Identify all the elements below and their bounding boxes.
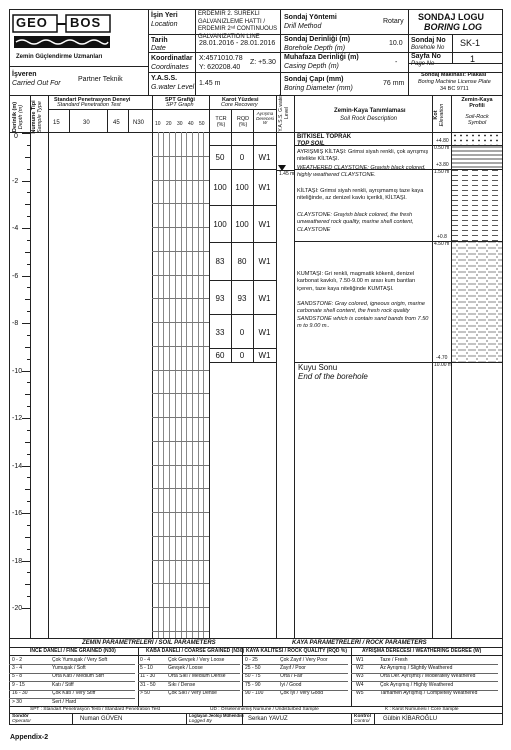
depth-tick-mark: [22, 276, 30, 277]
legend-row-divider: [138, 664, 240, 665]
sample-column-header: Numune Tipi Sample Type: [31, 100, 43, 134]
core-run-3-rqd: 100: [235, 220, 249, 229]
operator-name: Numan GÜVEN: [80, 716, 123, 722]
depth-tick-mark: [27, 525, 30, 526]
depth-tick-mark: [22, 323, 30, 324]
spt-header-en: Standard Penetration Test: [57, 102, 121, 108]
depth-tick-mark: [25, 204, 30, 205]
borehole-no-label-en: Borehole No: [411, 45, 445, 51]
page-no-label: Sayfa No: [411, 53, 441, 60]
gwl-label-en: G.water Level: [151, 84, 195, 91]
operator-label-en: Operator: [12, 719, 31, 724]
weathering-row-class: Orta Der. Ayrışmış / Moderately Weathered: [380, 673, 476, 680]
spt-graph-header-en: SPT Graph: [166, 102, 194, 108]
coarse-grained-head: KABA DANELİ / COARSE GRAINED (N30): [146, 648, 245, 654]
depth-tick-mark: [27, 454, 30, 455]
fine-grained-row-class: Katı / Stiff: [52, 681, 74, 688]
spt-grid-row: [152, 203, 209, 204]
layer-topsoil-tr: BİTKİSEL TOPRAK: [297, 134, 352, 140]
depth-tick-mark: [25, 157, 30, 158]
core-run-4-tcr: 83: [215, 257, 225, 266]
spt-col-15: 15: [53, 120, 60, 126]
depth-tick-mark: [25, 252, 30, 253]
core-run-7-tcr: 60: [215, 351, 225, 360]
core-header: Karot Yüzdesi: [222, 97, 259, 103]
diameter-value: 76 mm: [383, 80, 405, 87]
footnote-ud: UD : Örselenmemiş Numune / Undisturbed Sample: [210, 707, 319, 712]
soil-parameters-title: ZEMİN PARAMETRELERİ / SOIL PARAMETERS: [82, 640, 216, 646]
coord-x: X:4571010.78: [199, 55, 243, 62]
control-label: Kontrol: [354, 714, 372, 719]
legend-row-divider: [9, 690, 135, 691]
layer-topsoil-en: TOP SOIL: [297, 141, 325, 147]
spt-grid-row: [152, 156, 209, 157]
client-value: Partner Teknik: [78, 76, 123, 83]
borehole-no-value: SK-1: [460, 38, 481, 48]
spt-grid-row: [152, 583, 209, 584]
rock-quality-row-class: Çok İyi / Very Good: [280, 690, 324, 697]
groundwater-level-label: 1.45 m: [279, 171, 295, 177]
depth-tick-mark: [27, 359, 30, 360]
depth-tick-mark: [27, 572, 30, 573]
legend-row-divider: [242, 681, 348, 682]
logged-by-label-en: Logged By: [189, 719, 212, 724]
spt-grid-line: [163, 132, 164, 638]
borehole-end-tr: Kuyu Sonu: [298, 363, 338, 372]
fine-grained-row-class: Çok Yumuşak / Very Soft: [52, 656, 108, 663]
layer-weathered-claystone-tr: AYRIŞMIŞ KİLTAŞI: Grimsi siyah renkli, çok ayrışmış nitelikte KİLTAŞI.: [297, 149, 429, 163]
core-run-2-w: W1: [258, 183, 271, 192]
coarse-grained-row-range: 31 - 50: [140, 681, 156, 688]
fine-grained-row-range: 0 - 2: [12, 656, 23, 663]
appendix-label: Appendix-2: [10, 734, 49, 741]
core-run-4-w: W1: [258, 257, 271, 266]
spt-grid-line: [198, 132, 199, 638]
spt-graph-header: SPT Grafiği: [165, 97, 195, 103]
operator-label: Sondör: [12, 714, 29, 719]
spt-grid-row: [152, 417, 209, 418]
legend-row-divider: [351, 690, 498, 691]
spt-grid-row: [152, 536, 209, 537]
spt-grid-row: [152, 227, 209, 228]
depth-tick-mark: [27, 335, 30, 336]
coarse-grained-row-range: 11 - 30: [140, 673, 156, 680]
depth-tick-mark: [27, 549, 30, 550]
depth-tick-mark: [27, 192, 30, 193]
spt-grid-row: [152, 512, 209, 513]
fine-grained-row-class: Çok Katı / Very Stiff: [52, 690, 96, 697]
spt-grid-line: [203, 132, 204, 638]
core-run-6-w: W1: [258, 328, 271, 337]
gwl-value: 1.45 m: [199, 80, 221, 87]
layer-sandstone-en: SANDSTONE: Gray colored, igneous origin, marine carbonate shell content, the fresh rock quality SANDSTONE which is contain sand bands from 7.50 m to 9.00 m..: [297, 301, 429, 329]
depth-tick-mark: [27, 264, 30, 265]
profile-header-en: Soil-Rock Symbol: [465, 114, 489, 126]
rock-quality-head: KAYA KALİTESİ / ROCK QUALITY (RQD %): [246, 648, 348, 654]
fine-grained-row-range: > 30: [12, 698, 22, 705]
legend-row-divider: [9, 681, 135, 682]
spt-grid-row: [152, 607, 209, 608]
depth-tick-mark: [22, 466, 30, 467]
depth-tick-mark: [22, 228, 30, 229]
core-run-1-w: W1: [258, 153, 271, 162]
fine-grained-row-range: 3 - 4: [12, 664, 23, 671]
elevation-3: +0.8: [437, 234, 447, 240]
depth-tick-0: 0: [14, 133, 18, 140]
core-run-1-tcr: 50: [215, 153, 225, 162]
legend-row-divider: [138, 690, 240, 691]
fine-grained-row-range: 16 - 30: [12, 690, 28, 697]
spt-grid-row: [152, 465, 209, 466]
spt-col-n30: N30: [133, 120, 145, 126]
weathering-head: AYRIŞMA DERECESİ / WEATHERING DEGREE (W): [362, 648, 482, 654]
depth-tick-mark: [25, 584, 30, 585]
core-run-5-tcr: 93: [215, 294, 225, 303]
coarse-grained-row-class: Orta Sıkı / Medium Dense: [168, 673, 226, 680]
location-label-en: Location: [151, 21, 178, 28]
spt-grid-row: [152, 370, 209, 371]
page-no-label-en: Page No: [411, 61, 435, 67]
location-value: ERDEMIR 2. SUREKLI GALVANIZLEME HATTI / ERDEMIR 2ⁿᵈ CONTINUOUS GALVANIZATION LINE: [198, 11, 278, 40]
spt-grid-line: [181, 132, 182, 638]
depth-tick-12: -12: [12, 415, 23, 422]
weathering-row-class: Çok Ayrışmış / Highly Weathered: [380, 681, 454, 688]
casing-depth-label: Muhafaza Derinliği (m): [284, 54, 359, 61]
core-header-en: Core Recovery: [221, 102, 258, 108]
casing-depth-value: -: [395, 59, 398, 66]
legend-row-divider: [351, 681, 498, 682]
spt-grid-row: [152, 631, 209, 632]
legend-row-divider: [9, 664, 135, 665]
page-title-en: BORING LOG: [424, 22, 482, 32]
legend-row-divider: [138, 681, 240, 682]
spt-grid-row: [152, 180, 209, 181]
depth-tick-8: -8: [12, 320, 19, 327]
coord-z: Z: +5.30: [250, 59, 276, 66]
borehole-depth-value: 10.0: [389, 40, 403, 47]
rock-quality-row-range: 25 - 50: [245, 664, 261, 671]
spt-grid-line: [158, 132, 159, 638]
coarse-grained-row-range: > 50: [140, 690, 150, 697]
legend-row-divider: [138, 673, 240, 674]
depth-tick-mark: [25, 347, 30, 348]
weathering-row-range: W2: [356, 664, 364, 671]
core-run-6-rqd: 0: [239, 328, 245, 337]
core-run-3-tcr: 100: [213, 220, 227, 229]
rock-quality-row-range: 90 - 100: [245, 690, 264, 697]
depth-tick-mark: [25, 442, 30, 443]
weathering-row-class: Tamamen Ayrışmış / Completely Weathered: [380, 690, 478, 697]
soil-rock-profile: [452, 133, 503, 363]
machine-label: Sondaj Makinası: Plakası: [421, 72, 487, 78]
coarse-grained-row-class: Sıkı / Dense: [168, 681, 196, 688]
layer-sandstone-tr: KUMTAŞI: Gri renkli, magmatik kökenli, denizel karbonat kavkılı, 7.50-9.00 m arası kum bantları içeren, taze kaya niteliğinde KUMTAŞI.: [297, 271, 416, 292]
legend-row-divider: [9, 698, 135, 699]
coarse-grained-row-class: Gevşek / Loose: [168, 664, 203, 671]
date-value: 28.01.2016 - 28.01.2016: [199, 40, 276, 47]
fine-grained-row-class: Orta Katı / Medium Stiff: [52, 673, 104, 680]
core-run-4-rqd: 80: [237, 257, 247, 266]
elevation-1-depth: 0.50 m: [434, 145, 450, 151]
depth-tick-2: -2: [12, 178, 19, 185]
weathering-row-class: Az Ayrışmış / Slightly Weathered: [380, 664, 453, 671]
logo-right-text: BOS: [70, 15, 102, 30]
date-label: Tarih: [151, 37, 168, 44]
depth-tick-mark: [27, 596, 30, 597]
rock-quality-row-class: Orta / Fair: [280, 673, 303, 680]
weathering-row-range: W1: [356, 656, 364, 663]
spt-grid-row: [152, 298, 209, 299]
depth-tick-mark: [22, 561, 30, 562]
depth-tick-18: -18: [12, 558, 23, 565]
spt-col-45: 45: [113, 120, 120, 126]
spt-grid-line: [186, 132, 187, 638]
fine-grained-row-class: Yumuşak / Soft: [52, 664, 86, 671]
weathering-row-range: W4: [356, 681, 364, 688]
machine-label-en: Boring Machine License Plate: [418, 79, 491, 85]
legend-row-divider: [242, 690, 348, 691]
elevation-4-depth: 10.00 m: [434, 362, 453, 368]
depth-tick-mark: [27, 216, 30, 217]
depth-tick-mark: [27, 287, 30, 288]
spt-header: Standart Penetrasyon Deneyi: [54, 97, 131, 103]
depth-tick-mark: [27, 311, 30, 312]
logo-left-text: GEO: [16, 15, 48, 30]
borehole-depth-label-en: Borehole Depth (m): [284, 45, 346, 52]
description-header-en: Soil Rock Description: [340, 116, 398, 122]
layer-weathered-claystone-en: WEATHERED CLAYSTONE: Grayish black colored, highly weathered CLAYSTONE.: [297, 165, 426, 179]
drill-method-value: Rotary: [383, 18, 404, 25]
rock-quality-row-range: 75 - 90: [245, 681, 261, 688]
legend-row-divider: [9, 673, 135, 674]
borehole-no-label: Sondaj No: [411, 37, 446, 44]
core-run-1-rqd: 0: [239, 153, 245, 162]
spt-grid-row: [152, 441, 209, 442]
location-label: İşin Yeri: [151, 12, 178, 19]
drill-method-label: Sondaj Yöntemi: [284, 14, 337, 21]
spt-tick-40: 40: [188, 121, 194, 127]
legend-row-divider: [242, 673, 348, 674]
coordinates-label: Koordinatlar: [151, 55, 193, 62]
depth-column-header: Derinlik (m) Depth (m): [12, 101, 24, 133]
weathering-row-range: W3: [356, 673, 364, 680]
company-slogan: Zemin Güçlendirme Uzmanları: [16, 54, 103, 60]
coord-y: Y: 620208.40: [199, 64, 241, 71]
legend-row-divider: [351, 673, 498, 674]
depth-tick-mark: [27, 382, 30, 383]
depth-tick-mark: [27, 145, 30, 146]
spt-col-30: 30: [83, 120, 90, 126]
coarse-grained-row-class: Çok Sıkı / Very Dense: [168, 690, 217, 697]
depth-tick-mark: [27, 501, 30, 502]
core-run-3-w: W1: [258, 220, 271, 229]
client-label-en: Carried Out For: [12, 80, 61, 87]
depth-tick-6: -6: [12, 273, 19, 280]
spt-grid-row: [152, 393, 209, 394]
rqd-header: RQD (%): [236, 116, 250, 128]
fine-grained-row-range: 9 - 15: [12, 681, 25, 688]
elevation-2-depth: 1.50 m: [434, 169, 450, 175]
fine-grained-head: İNCE DANELİ / FINE GRAINED (N30): [30, 648, 116, 654]
rock-quality-row-class: Çok Zayıf / Very Poor: [280, 656, 328, 663]
spt-grid-line: [192, 132, 193, 638]
gwl-column-header: Y.A.S.S. G.water Level: [278, 94, 290, 132]
depth-tick-mark: [22, 371, 30, 372]
layer-claystone-en: CLAYSTONE: Grayish black colored, the fresh unweathered rock quality, marine shell content, CLAYSTONE: [297, 212, 414, 233]
diameter-label-en: Boring Diameter (mm): [284, 85, 353, 92]
rock-quality-row-class: Zayıf / Poor: [280, 664, 306, 671]
core-run-5-rqd: 93: [237, 294, 247, 303]
depth-tick-mark: [25, 537, 30, 538]
depth-tick-mark: [22, 133, 30, 134]
spt-tick-10: 10: [155, 121, 161, 127]
logged-by-label: Loglayan Jeoloji Mühendisi: [189, 713, 244, 718]
elevation-header: Kot Elevation: [433, 103, 445, 127]
rock-parameters-title: KAYA PARAMETRELERİ / ROCK PARAMETERS: [292, 640, 427, 646]
coarse-grained-row-range: 5 - 10: [140, 664, 153, 671]
spt-tick-30: 30: [177, 121, 183, 127]
footnote-spt: SPT : Standart Penetrasyon Testi / Standard Penetration Test: [30, 707, 161, 712]
spt-tick-20: 20: [166, 121, 172, 127]
legend-row-divider: [351, 664, 498, 665]
date-label-en: Date: [151, 45, 166, 52]
depth-tick-4: -4: [12, 225, 19, 232]
depth-tick-mark: [27, 240, 30, 241]
machine-plate: 34 BC 9711: [440, 86, 469, 92]
spt-grid-row: [152, 560, 209, 561]
weathering-header: Ayrışma Derecesi W: [256, 111, 274, 126]
page-title: SONDAJ LOGU: [418, 12, 485, 22]
depth-tick-14: -14: [12, 463, 23, 470]
core-run-7-w: W1: [258, 351, 271, 360]
core-run-6-tcr: 33: [215, 328, 225, 337]
rock-quality-row-range: 50 - 75: [245, 673, 261, 680]
diameter-label: Sondaj Çapı (mm): [284, 76, 344, 83]
spt-tick-50: 50: [199, 121, 205, 127]
depth-tick-mark: [22, 181, 30, 182]
layer-claystone-tr: KİLTAŞI: Grimsi siyah renkli, ayrışmamış taze kaya niteliğinde, az denizel kavkı içerikli, KİLTAŞI.: [297, 188, 424, 202]
depth-tick-mark: [22, 418, 30, 419]
weathering-row-range: W5: [356, 690, 364, 697]
gwl-label: Y.A.S.S.: [151, 75, 178, 82]
rock-quality-row-class: İyi / Good: [280, 681, 302, 688]
fine-grained-row-class: Sert / Hard: [52, 698, 77, 705]
borehole-depth-label: Sondaj Derinliği (m): [284, 36, 351, 43]
profile-header: Zemin-Kaya Profili: [461, 97, 493, 109]
depth-tick-16: -16: [12, 510, 23, 517]
control-label-en: Control: [354, 719, 370, 724]
weathering-row-class: Taze / Fresh: [380, 656, 408, 663]
spt-grid-row: [152, 322, 209, 323]
coordinates-label-en: Coordinates: [151, 64, 189, 71]
drill-method-label-en: Drill Method: [284, 23, 322, 30]
coarse-grained-row-range: 0 - 4: [140, 656, 151, 663]
elevation-2: +3.80: [436, 162, 449, 168]
client-label: İşveren: [12, 71, 37, 78]
elevation-1: +4.80: [436, 138, 449, 144]
description-header: Zemin-Kaya Tanımlaması: [334, 108, 406, 114]
fine-grained-row-range: 5 - 8: [12, 673, 23, 680]
page-no-value: 1: [470, 54, 476, 64]
core-run-7-rqd: 0: [239, 351, 245, 360]
footnote-core: K : Karot Numunesi / Core Sample: [385, 707, 459, 712]
spt-grid-row: [152, 275, 209, 276]
depth-tick-mark: [27, 169, 30, 170]
depth-tick-mark: [27, 406, 30, 407]
spt-grid-row: [152, 346, 209, 347]
depth-tick-mark: [27, 430, 30, 431]
core-run-5-w: W1: [258, 294, 271, 303]
elevation-3-depth: 4.50 m: [434, 241, 450, 247]
depth-tick-20: -20: [12, 605, 23, 612]
spt-grid-row: [152, 488, 209, 489]
core-run-2-rqd: 100: [235, 183, 249, 192]
depth-tick-mark: [25, 394, 30, 395]
logged-by-name: Serkan YAVUZ: [248, 716, 288, 722]
legend-row-divider: [242, 664, 348, 665]
spt-grid-row: [152, 251, 209, 252]
borehole-end-en: End of the borehole: [298, 372, 368, 381]
depth-tick-mark: [22, 608, 30, 609]
depth-tick-mark: [25, 489, 30, 490]
depth-tick-mark: [27, 477, 30, 478]
coarse-grained-row-class: Çok Gevşek / Very Loose: [168, 656, 225, 663]
depth-tick-10: -10: [12, 368, 23, 375]
spt-grid-line: [169, 132, 170, 638]
core-run-2-tcr: 100: [213, 183, 227, 192]
rock-quality-row-range: 0 - 25: [245, 656, 258, 663]
spt-grid-line: [175, 132, 176, 638]
casing-depth-label-en: Casing Depth (m): [284, 63, 339, 70]
depth-tick-mark: [25, 299, 30, 300]
control-name: Gülbin KİBAROĞLU: [383, 716, 438, 722]
tcr-header: TCR (%): [215, 116, 227, 128]
depth-tick-mark: [22, 513, 30, 514]
elevation-4: -4.70: [436, 355, 448, 361]
